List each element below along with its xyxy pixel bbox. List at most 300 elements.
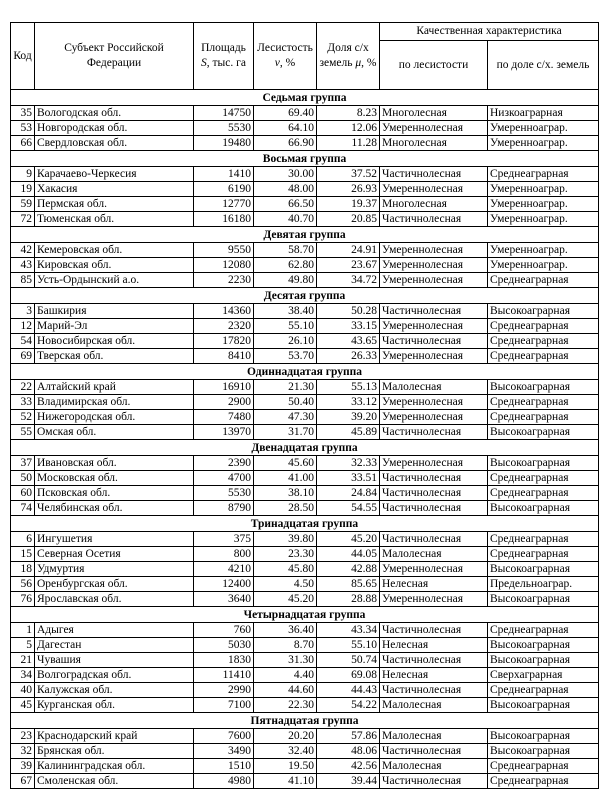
table-row <box>11 319 599 334</box>
cell-subject: Ярославская обл. <box>35 592 194 607</box>
cell-forest-class: Умереннолесная <box>380 592 488 607</box>
cell-forest-pct: 69.40 <box>254 106 317 121</box>
cell-forest-class: Многолесная <box>380 197 488 212</box>
cell-code: 56 <box>11 577 35 592</box>
cell-area: 3490 <box>194 744 254 759</box>
cell-subject: Ингушетия <box>35 532 194 547</box>
cell-agri-class: Умеренноаграр. <box>488 243 599 258</box>
cell-code: 18 <box>11 562 35 577</box>
table-row <box>11 258 599 273</box>
table-row <box>11 121 599 136</box>
cell-agri-pct: 43.65 <box>317 334 380 349</box>
cell-subject: Курганская обл. <box>35 698 194 713</box>
cell-forest-class: Частичнолесная <box>380 212 488 227</box>
table-row <box>11 380 599 395</box>
cell-agri-pct: 55.10 <box>317 638 380 653</box>
table-row <box>11 577 599 592</box>
cell-agri-class: Среднеаграрная <box>488 410 599 425</box>
cell-forest-class: Частичнолесная <box>380 425 488 440</box>
cell-forest-class: Нелесная <box>380 638 488 653</box>
cell-subject: Оренбургская обл. <box>35 577 194 592</box>
cell-area: 375 <box>194 532 254 547</box>
table-row <box>11 349 599 364</box>
cell-agri-class: Среднеаграрная <box>488 623 599 638</box>
cell-agri-class: Среднеаграрная <box>488 395 599 410</box>
col-header-subject <box>35 23 194 90</box>
cell-area: 7480 <box>194 410 254 425</box>
cell-agri-class: Умеренноаграр. <box>488 121 599 136</box>
cell-forest-class: Умереннолесная <box>380 349 488 364</box>
col-header-forest <box>254 23 317 90</box>
cell-code: 59 <box>11 197 35 212</box>
cell-code: 43 <box>11 258 35 273</box>
cell-forest-pct: 45.60 <box>254 456 317 471</box>
cell-forest-class: Частичнолесная <box>380 623 488 638</box>
cell-area: 8410 <box>194 349 254 364</box>
cell-code: 12 <box>11 319 35 334</box>
col-header-agri-symbol: μ <box>355 57 362 69</box>
cell-forest-pct: 45.80 <box>254 562 317 577</box>
document-page <box>10 22 598 789</box>
cell-forest-pct: 21.30 <box>254 380 317 395</box>
cell-code: 35 <box>11 106 35 121</box>
cell-subject: Краснодарский край <box>35 729 194 744</box>
cell-subject: Вологодская обл. <box>35 106 194 121</box>
group-title: Четырнадцатая группа <box>11 607 599 623</box>
cell-agri-pct: 33.12 <box>317 395 380 410</box>
cell-subject: Псковская обл. <box>35 486 194 501</box>
cell-code: 22 <box>11 380 35 395</box>
cell-agri-pct: 24.91 <box>317 243 380 258</box>
group-title: Седьмая группа <box>11 90 599 106</box>
cell-forest-pct: 40.70 <box>254 212 317 227</box>
cell-code: 9 <box>11 167 35 182</box>
cell-code: 74 <box>11 501 35 516</box>
cell-area: 14360 <box>194 304 254 319</box>
cell-forest-class: Умереннолесная <box>380 456 488 471</box>
cell-subject: Северная Осетия <box>35 547 194 562</box>
table-row <box>11 729 599 744</box>
table-row <box>11 410 599 425</box>
cell-code: 40 <box>11 683 35 698</box>
table-row <box>11 562 599 577</box>
table-row <box>11 273 599 288</box>
cell-forest-pct: 4.40 <box>254 668 317 683</box>
cell-agri-pct: 48.06 <box>317 744 380 759</box>
cell-subject: Новгородская обл. <box>35 121 194 136</box>
cell-forest-pct: 4.50 <box>254 577 317 592</box>
cell-forest-class: Умереннолесная <box>380 273 488 288</box>
cell-agri-pct: 12.06 <box>317 121 380 136</box>
cell-agri-pct: 39.44 <box>317 774 380 789</box>
col-header-area <box>194 23 254 90</box>
table-row <box>11 167 599 182</box>
cell-subject: Смоленская обл. <box>35 774 194 789</box>
cell-agri-class: Высокоаграрная <box>488 425 599 440</box>
table-row <box>11 182 599 197</box>
cell-forest-pct: 53.70 <box>254 349 317 364</box>
cell-area: 11410 <box>194 668 254 683</box>
group-header-row <box>11 288 599 304</box>
cell-code: 55 <box>11 425 35 440</box>
cell-forest-pct: 23.30 <box>254 547 317 562</box>
cell-subject: Марий-Эл <box>35 319 194 334</box>
group-title: Тринадцатая группа <box>11 516 599 532</box>
cell-agri-pct: 55.13 <box>317 380 380 395</box>
cell-forest-pct: 28.50 <box>254 501 317 516</box>
group-title: Десятая группа <box>11 288 599 304</box>
cell-agri-class: Высокоаграрная <box>488 456 599 471</box>
table-row <box>11 197 599 212</box>
cell-area: 1510 <box>194 759 254 774</box>
table-row <box>11 486 599 501</box>
cell-area: 17820 <box>194 334 254 349</box>
group-header-row <box>11 516 599 532</box>
col-header-forest-label: Лесистость <box>257 42 313 54</box>
cell-agri-pct: 11.28 <box>317 136 380 151</box>
cell-agri-class: Высокоаграрная <box>488 380 599 395</box>
cell-subject: Усть-Ордынский а.о. <box>35 273 194 288</box>
cell-agri-pct: 37.52 <box>317 167 380 182</box>
cell-agri-class: Высокоаграрная <box>488 729 599 744</box>
cell-subject: Ивановская обл. <box>35 456 194 471</box>
cell-forest-pct: 32.40 <box>254 744 317 759</box>
cell-forest-class: Частичнолесная <box>380 167 488 182</box>
col-header-forest-symbol: ν <box>274 57 280 69</box>
cell-subject: Нижегородская обл. <box>35 410 194 425</box>
cell-subject: Брянская обл. <box>35 744 194 759</box>
cell-agri-class: Среднеаграрная <box>488 334 599 349</box>
table-row <box>11 501 599 516</box>
cell-forest-pct: 49.80 <box>254 273 317 288</box>
cell-forest-pct: 26.10 <box>254 334 317 349</box>
cell-agri-pct: 26.93 <box>317 182 380 197</box>
cell-agri-pct: 42.88 <box>317 562 380 577</box>
cell-area: 2230 <box>194 273 254 288</box>
table-row <box>11 304 599 319</box>
cell-area: 5030 <box>194 638 254 653</box>
cell-forest-pct: 38.40 <box>254 304 317 319</box>
cell-code: 76 <box>11 592 35 607</box>
cell-agri-class: Умеренноаграр. <box>488 182 599 197</box>
cell-subject: Волгоградская обл. <box>35 668 194 683</box>
cell-agri-pct: 32.33 <box>317 456 380 471</box>
cell-forest-pct: 62.80 <box>254 258 317 273</box>
cell-forest-pct: 44.60 <box>254 683 317 698</box>
cell-forest-class: Частичнолесная <box>380 774 488 789</box>
cell-agri-pct: 69.08 <box>317 668 380 683</box>
cell-area: 4700 <box>194 471 254 486</box>
table-row <box>11 638 599 653</box>
cell-forest-class: Умереннолесная <box>380 395 488 410</box>
table-row <box>11 592 599 607</box>
cell-forest-pct: 55.10 <box>254 319 317 334</box>
cell-forest-class: Малолесная <box>380 729 488 744</box>
cell-subject: Алтайский край <box>35 380 194 395</box>
cell-forest-pct: 48.00 <box>254 182 317 197</box>
cell-subject: Московская обл. <box>35 471 194 486</box>
cell-agri-class: Низкоаграрная <box>488 106 599 121</box>
table-header <box>11 23 599 90</box>
cell-agri-pct: 33.51 <box>317 471 380 486</box>
cell-code: 39 <box>11 759 35 774</box>
cell-forest-class: Частичнолесная <box>380 304 488 319</box>
group-title: Восьмая группа <box>11 151 599 167</box>
cell-forest-class: Частичнолесная <box>380 653 488 668</box>
cell-code: 21 <box>11 653 35 668</box>
cell-forest-class: Умереннолесная <box>380 319 488 334</box>
cell-forest-class: Частичнолесная <box>380 532 488 547</box>
table-row <box>11 698 599 713</box>
cell-subject: Калининградская обл. <box>35 759 194 774</box>
cell-subject: Удмуртия <box>35 562 194 577</box>
group-header-row <box>11 713 599 729</box>
table-row <box>11 774 599 789</box>
cell-agri-pct: 45.89 <box>317 425 380 440</box>
cell-area: 1410 <box>194 167 254 182</box>
cell-agri-class: Среднеаграрная <box>488 319 599 334</box>
cell-code: 60 <box>11 486 35 501</box>
table-row <box>11 456 599 471</box>
col-header-agri <box>317 23 380 90</box>
cell-code: 15 <box>11 547 35 562</box>
table-row <box>11 471 599 486</box>
cell-forest-class: Частичнолесная <box>380 334 488 349</box>
cell-code: 72 <box>11 212 35 227</box>
cell-code: 6 <box>11 532 35 547</box>
cell-area: 2320 <box>194 319 254 334</box>
cell-forest-pct: 20.20 <box>254 729 317 744</box>
cell-subject: Хакасия <box>35 182 194 197</box>
cell-area: 12770 <box>194 197 254 212</box>
cell-agri-class: Среднеаграрная <box>488 273 599 288</box>
cell-forest-pct: 39.80 <box>254 532 317 547</box>
cell-agri-class: Умеренноаграр. <box>488 258 599 273</box>
cell-code: 50 <box>11 471 35 486</box>
cell-agri-pct: 50.74 <box>317 653 380 668</box>
cell-agri-class: Высокоаграрная <box>488 638 599 653</box>
cell-forest-pct: 41.10 <box>254 774 317 789</box>
table-body <box>11 90 599 789</box>
cell-forest-pct: 58.70 <box>254 243 317 258</box>
cell-subject: Дагестан <box>35 638 194 653</box>
cell-area: 2990 <box>194 683 254 698</box>
table-row <box>11 744 599 759</box>
cell-forest-pct: 47.30 <box>254 410 317 425</box>
cell-agri-pct: 54.22 <box>317 698 380 713</box>
cell-area: 8790 <box>194 501 254 516</box>
cell-agri-pct: 19.37 <box>317 197 380 212</box>
group-header-row <box>11 440 599 456</box>
cell-code: 42 <box>11 243 35 258</box>
cell-agri-class: Предельноаграр. <box>488 577 599 592</box>
cell-forest-class: Нелесная <box>380 668 488 683</box>
cell-forest-class: Частичнолесная <box>380 744 488 759</box>
col-header-area-unit: , тыс. га <box>206 57 246 69</box>
table-row <box>11 334 599 349</box>
cell-subject: Омская обл. <box>35 425 194 440</box>
cell-area: 4210 <box>194 562 254 577</box>
cell-subject: Владимирская обл. <box>35 395 194 410</box>
table-row <box>11 532 599 547</box>
cell-forest-class: Умереннолесная <box>380 182 488 197</box>
cell-agri-class: Среднеаграрная <box>488 683 599 698</box>
col-header-code: Код <box>11 23 35 90</box>
cell-forest-class: Умереннолесная <box>380 243 488 258</box>
cell-forest-pct: 31.70 <box>254 425 317 440</box>
cell-agri-pct: 34.72 <box>317 273 380 288</box>
cell-code: 45 <box>11 698 35 713</box>
cell-code: 32 <box>11 744 35 759</box>
cell-agri-class: Сверхаграрная <box>488 668 599 683</box>
cell-area: 13970 <box>194 425 254 440</box>
cell-area: 1830 <box>194 653 254 668</box>
cell-forest-class: Частичнолесная <box>380 683 488 698</box>
cell-agri-class: Среднеаграрная <box>488 759 599 774</box>
cell-agri-class: Среднеаграрная <box>488 349 599 364</box>
table-row <box>11 425 599 440</box>
cell-agri-class: Умеренноаграр. <box>488 197 599 212</box>
cell-area: 6190 <box>194 182 254 197</box>
cell-code: 85 <box>11 273 35 288</box>
group-header-row <box>11 364 599 380</box>
cell-agri-pct: 45.20 <box>317 532 380 547</box>
cell-area: 2390 <box>194 456 254 471</box>
cell-agri-class: Высокоаграрная <box>488 744 599 759</box>
cell-code: 34 <box>11 668 35 683</box>
col-header-quality: Качественная характеристика <box>380 23 599 41</box>
cell-code: 54 <box>11 334 35 349</box>
cell-agri-class: Высокоаграрная <box>488 501 599 516</box>
cell-subject: Пермская обл. <box>35 197 194 212</box>
cell-agri-class: Умеренноаграр. <box>488 136 599 151</box>
cell-forest-pct: 64.10 <box>254 121 317 136</box>
cell-agri-class: Среднеаграрная <box>488 486 599 501</box>
group-title: Двенадцатая группа <box>11 440 599 456</box>
cell-area: 3640 <box>194 592 254 607</box>
cell-agri-pct: 26.33 <box>317 349 380 364</box>
cell-code: 1 <box>11 623 35 638</box>
cell-forest-class: Многолесная <box>380 136 488 151</box>
cell-area: 16910 <box>194 380 254 395</box>
group-header-row <box>11 151 599 167</box>
cell-forest-class: Малолесная <box>380 698 488 713</box>
table-row <box>11 653 599 668</box>
cell-area: 5530 <box>194 486 254 501</box>
cell-forest-pct: 8.70 <box>254 638 317 653</box>
cell-code: 23 <box>11 729 35 744</box>
cell-forest-pct: 22.30 <box>254 698 317 713</box>
cell-agri-pct: 44.05 <box>317 547 380 562</box>
cell-agri-class: Высокоаграрная <box>488 304 599 319</box>
col-header-forest-unit: , % <box>279 57 296 69</box>
cell-agri-pct: 28.88 <box>317 592 380 607</box>
cell-forest-class: Умереннолесная <box>380 258 488 273</box>
col-header-agri-unit: , % <box>361 57 377 69</box>
cell-subject: Башкирия <box>35 304 194 319</box>
cell-subject: Тюменская обл. <box>35 212 194 227</box>
col-header-area-label: Площадь <box>201 42 246 54</box>
cell-area: 12080 <box>194 258 254 273</box>
cell-forest-class: Частичнолесная <box>380 486 488 501</box>
cell-forest-class: Малолесная <box>380 547 488 562</box>
cell-area: 7600 <box>194 729 254 744</box>
table-row <box>11 212 599 227</box>
cell-area: 800 <box>194 547 254 562</box>
cell-forest-class: Умереннолесная <box>380 410 488 425</box>
group-title: Пятнадцатая группа <box>11 713 599 729</box>
group-header-row <box>11 607 599 623</box>
cell-agri-pct: 85.65 <box>317 577 380 592</box>
cell-forest-pct: 19.50 <box>254 759 317 774</box>
cell-forest-class: Умереннолесная <box>380 562 488 577</box>
cell-agri-pct: 39.20 <box>317 410 380 425</box>
cell-agri-class: Высокоаграрная <box>488 562 599 577</box>
cell-area: 19480 <box>194 136 254 151</box>
cell-forest-pct: 66.50 <box>254 197 317 212</box>
cell-forest-class: Малолесная <box>380 380 488 395</box>
cell-forest-class: Умереннолесная <box>380 121 488 136</box>
cell-subject: Челябинская обл. <box>35 501 194 516</box>
cell-agri-class: Высокоаграрная <box>488 592 599 607</box>
cell-agri-pct: 24.84 <box>317 486 380 501</box>
cell-agri-class: Среднеаграрная <box>488 547 599 562</box>
table-row <box>11 136 599 151</box>
cell-subject: Кемеровская обл. <box>35 243 194 258</box>
cell-forest-pct: 31.30 <box>254 653 317 668</box>
cell-agri-class: Умеренноаграр. <box>488 212 599 227</box>
cell-subject: Кировская обл. <box>35 258 194 273</box>
col-header-agri-label: Доля с/х земель <box>319 42 369 69</box>
cell-forest-pct: 30.00 <box>254 167 317 182</box>
cell-forest-pct: 66.90 <box>254 136 317 151</box>
cell-forest-pct: 50.40 <box>254 395 317 410</box>
col-header-by-agri: по доле с/х. земель <box>488 41 599 90</box>
cell-code: 66 <box>11 136 35 151</box>
cell-area: 14750 <box>194 106 254 121</box>
table-row <box>11 668 599 683</box>
cell-area: 760 <box>194 623 254 638</box>
group-header-row <box>11 90 599 106</box>
cell-agri-class: Среднеаграрная <box>488 167 599 182</box>
table-row <box>11 106 599 121</box>
cell-code: 5 <box>11 638 35 653</box>
cell-agri-pct: 33.15 <box>317 319 380 334</box>
cell-agri-class: Среднеаграрная <box>488 774 599 789</box>
cell-forest-class: Частичнолесная <box>380 501 488 516</box>
cell-code: 52 <box>11 410 35 425</box>
cell-forest-class: Многолесная <box>380 106 488 121</box>
cell-agri-class: Высокоаграрная <box>488 698 599 713</box>
table-row <box>11 243 599 258</box>
group-header-row <box>11 227 599 243</box>
group-title: Одиннадцатая группа <box>11 364 599 380</box>
cell-forest-pct: 45.20 <box>254 592 317 607</box>
cell-forest-pct: 41.00 <box>254 471 317 486</box>
cell-area: 16180 <box>194 212 254 227</box>
cell-agri-pct: 50.28 <box>317 304 380 319</box>
cell-subject: Новосибирская обл. <box>35 334 194 349</box>
cell-subject: Калужская обл. <box>35 683 194 698</box>
cell-subject: Тверская обл. <box>35 349 194 364</box>
cell-forest-class: Нелесная <box>380 577 488 592</box>
cell-agri-pct: 54.55 <box>317 501 380 516</box>
cell-agri-pct: 8.23 <box>317 106 380 121</box>
table-row <box>11 395 599 410</box>
cell-subject: Карачаево-Черкесия <box>35 167 194 182</box>
cell-agri-pct: 44.43 <box>317 683 380 698</box>
cell-agri-class: Среднеаграрная <box>488 471 599 486</box>
